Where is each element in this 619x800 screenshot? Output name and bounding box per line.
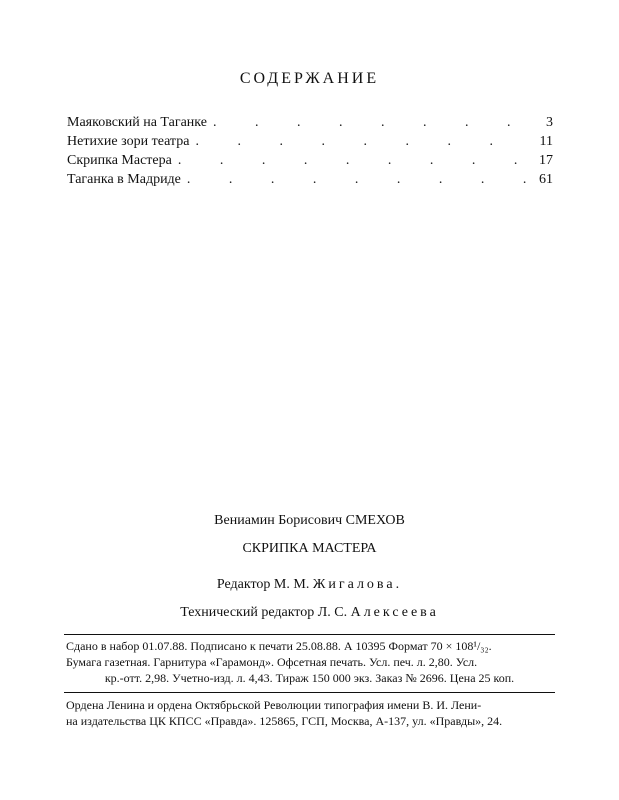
toc-item <box>67 151 553 170</box>
editor-name: Жигалова. <box>312 577 403 592</box>
toc-item-title: Таганка в Мадриде <box>67 172 181 187</box>
contents-heading: СОДЕРЖАНИЕ <box>239 70 380 87</box>
printer-line: Ордена Ленина и ордена Октябрьской Революции типография имени В. И. Лени- <box>66 698 482 712</box>
toc-item-page: 3 <box>546 115 553 130</box>
toc-item-page: 17 <box>539 153 553 168</box>
technical-editor-name: Алексеева <box>350 605 439 620</box>
publication-imprint <box>66 638 553 686</box>
book-title: СКРИПКА МАСТЕРА <box>242 541 377 556</box>
toc-dot-leader <box>195 132 531 151</box>
toc-item-page: 11 <box>539 134 553 149</box>
author-name: Вениамин Борисович СМЕХОВ <box>214 513 405 528</box>
divider-middle <box>64 692 555 693</box>
technical-editor-label: Технический редактор Л. С. <box>180 605 348 620</box>
imprint-line: кр.-отт. 2,98. Учетно-изд. л. 4,43. Тираж 150 000 экз. Заказ № 2696. Цена 25 коп. <box>104 671 515 685</box>
imprint-line: Сдано в набор 01.07.88. Подписано к печати 25.08.88. А 10395 Формат 70 × 108¹/₃₂. <box>66 639 492 653</box>
editor-credit <box>0 577 619 593</box>
toc-item-title: Нетихие зори театра <box>67 134 190 149</box>
toc-item-page: 61 <box>539 172 553 187</box>
imprint-line: Бумага газетная. Гарнитура «Гарамонд». Офсетная печать. Усл. печ. л. 2,80. Усл. <box>66 655 478 669</box>
printer-info <box>66 697 553 729</box>
toc-item <box>67 113 553 132</box>
toc-dot-leader <box>213 113 531 132</box>
toc-item <box>67 132 553 151</box>
toc-dot-leader <box>187 170 531 189</box>
divider-top <box>64 634 555 635</box>
technical-editor-credit <box>0 605 619 621</box>
toc-dot-leader <box>178 151 531 170</box>
toc-item-title: Скрипка Мастера <box>67 153 172 168</box>
toc-item <box>67 170 553 189</box>
toc-item-title: Маяковский на Таганке <box>67 115 207 130</box>
printer-line: на издательства ЦК КПСС «Правда». 125865, ГСП, Москва, А-137, ул. «Правды», 24. <box>66 714 503 728</box>
editor-label: Редактор М. М. <box>216 577 310 592</box>
table-of-contents <box>67 113 553 189</box>
